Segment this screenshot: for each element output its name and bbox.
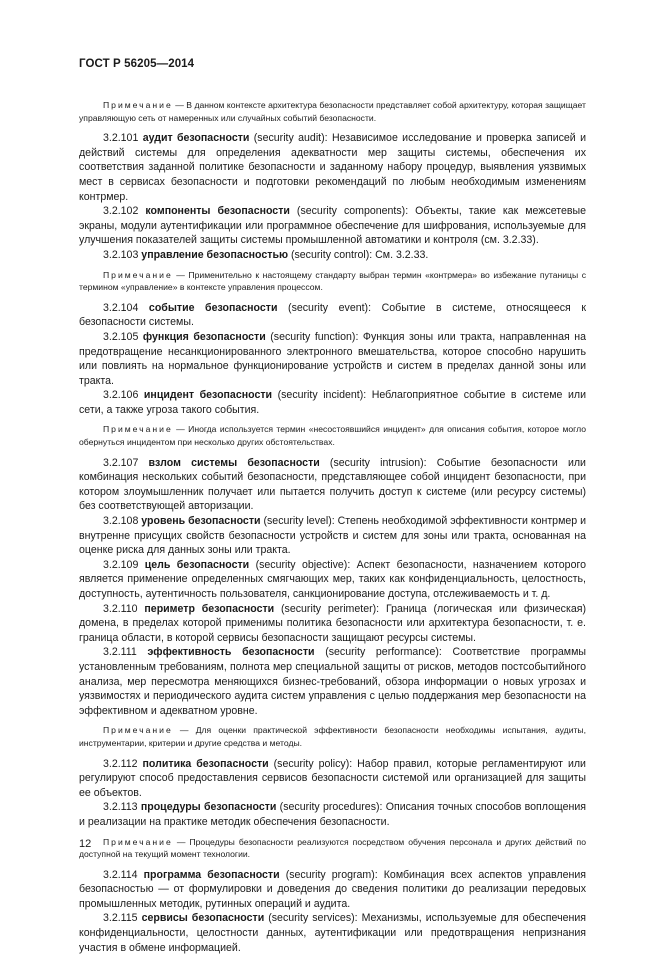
note-label: Примечание (103, 269, 173, 280)
note-text: — Процедуры безопасности реализуются посредством обучения персонала и других действий по доступной на текущий момент технологии. (79, 836, 586, 860)
definition-term: взлом системы безопасности (148, 456, 320, 469)
definition-text: (security control): См. 3.2.33. (288, 248, 429, 261)
definition-text: (security perimeter): Граница (логическая или физическая) домена, в пределах которой применимы политика безопасности или архитектура безопасности, т. е. граница области, в которой сервисы безопасности защищают ресурсы системы. (79, 602, 586, 644)
definition-term: управление безопасностью (141, 248, 289, 261)
definition-number: 3.2.108 (103, 515, 142, 528)
definition (79, 514, 586, 558)
definition (79, 602, 586, 646)
note-label: Примечание (103, 424, 173, 435)
definition-text: (security event): Событие в системе, относящееся к безопасности системы. (79, 301, 586, 329)
definition-term: периметр безопасности (144, 602, 275, 615)
definition-text: (security function): Функция зоны или тракта, направленная на предотвращение несанкционированного электронного вмешательства, которое способно нарушить или повлиять на нормальное функционирование устройств и систем в пределах данной зоны или тракта. (79, 330, 586, 387)
note-label: Примечание (103, 836, 173, 847)
definition-number: 3.2.115 (103, 912, 142, 925)
definition-text: (security incident): Неблагоприятное событие в системе или сети, а также угроза такого события. (79, 389, 586, 416)
definition-text: (security components): Объекты, такие как межсетевые экраны, модули аутентификации или программное обеспечение для шифрования, используемые для улучшения показателей защиты системы промышленной автоматики и контроля (см. 3.2.33). (79, 205, 586, 247)
definition-number: 3.2.114 (103, 868, 144, 881)
definition (79, 456, 586, 514)
note (79, 269, 586, 294)
definition-number: 3.2.110 (103, 602, 145, 615)
page-number: 12 (79, 838, 92, 850)
definition (79, 868, 586, 912)
definition (79, 757, 586, 801)
definition-number: 3.2.106 (103, 389, 144, 402)
definition-term: событие безопасности (148, 301, 278, 314)
note (79, 724, 586, 749)
definition-term: цель безопасности (144, 558, 250, 571)
definition-text: (security program): Комбинация всех аспектов управления безопасностью — от формулировки и доведения до сведения политики до реализации передовых промышленных методик, рутинных операций и аудита. (79, 868, 586, 910)
note (79, 423, 586, 448)
definition (79, 204, 586, 248)
definition (79, 645, 586, 718)
note-text: — В данном контексте архитектура безопасности представляет собой архитектуру, которая защищает управляющую сеть от намеренных или случайных событий безопасности. (79, 100, 586, 123)
definition (79, 800, 586, 829)
definition-text: (security services): Механизмы, используемые для обеспечения конфиденциальности, целостности данных, аутентификации или предотвращения непризнания участия в обмене информацией. (79, 912, 586, 954)
definition-term: функция безопасности (142, 330, 266, 343)
definition-term: эффективность безопасности (147, 646, 315, 659)
definition-text: (security policy): Набор правил, которые регламентируют или регулируют способ предоставления сервисов безопасности системой или организацией для защиты ее объектов. (79, 757, 586, 799)
note-label: Примечание (103, 100, 173, 110)
definition (79, 301, 586, 330)
definition-number: 3.2.104 (103, 301, 149, 314)
definition-number: 3.2.107 (103, 456, 149, 469)
note (79, 836, 586, 861)
definition-term: процедуры безопасности (140, 801, 277, 814)
definition-term: политика безопасности (142, 757, 269, 770)
document-body (79, 93, 586, 955)
definition (79, 558, 586, 602)
definition-text: (security objective): Аспект безопасности, назначением которого является применение определенных смягчающих мер, таких как конфиденциальность, целостность, доступность, аутентичность пользователя, санкционирование доступа, отслеживаемость и т. д. (79, 558, 586, 600)
definition (79, 248, 586, 263)
document-header: ГОСТ Р 56205—2014 (79, 58, 195, 70)
definition-text: (security performance): Соответствие программы установленным требованиям, полнота мер специальной защиты от рисков, методов постсобытийного анализа, мер пересмотра меняющихся бизнес-требований, обзора информации о новых угрозах и уязвимостях и периодического аудита систем управления с целью поддержания мер безопасности на эффективном и адекватном уровне. (79, 646, 586, 717)
definition-term: сервисы безопасности (141, 912, 265, 925)
definition (79, 330, 586, 388)
definition-term: программа безопасности (143, 868, 280, 881)
definition-text: (security intrusion): Событие безопасности или комбинация нескольких событий безопасности, представляющее собой инцидент безопасности, при котором злоумышленник получает или пытается получить доступ к системе (или ресурсу системы) без соответствующей авторизации. (79, 456, 586, 513)
definition-term: уровень безопасности (141, 515, 261, 528)
definition (79, 388, 586, 417)
definition-text: (security procedures): Описания точных способов воплощения и реализации на практике методик обеспечения безопасности. (79, 801, 586, 828)
definition-number: 3.2.109 (103, 558, 145, 571)
note-text: — Применительно к настоящему стандарту выбран термин «контрмера» во избежание путаницы с термином «управление» в контексте управления процессом. (79, 269, 586, 293)
definition-number: 3.2.101 (103, 132, 143, 145)
definition-term: аудит безопасности (142, 132, 250, 145)
definition-term: инцидент безопасности (143, 389, 273, 402)
definition (79, 131, 586, 204)
definition-number: 3.2.103 (103, 248, 142, 261)
note-text: — Для оценки практической эффективности безопасности необходимы испытания, аудиты, инструментарии, критерии и другие средства и методы. (79, 725, 586, 748)
note (79, 99, 586, 124)
definition-number: 3.2.113 (103, 801, 141, 814)
definition-text: (security audit): Независимое исследование и проверка записей и действий системы для определения адекватности мер защиты системы, обеспечения их соответствия заданной политике безопасности и заданному набору процедур, выявления уязвимых мест в сервисах безопасности и подготовки рекомендаций по любым необходимым изменениям контрмер. (79, 132, 586, 203)
definition-number: 3.2.112 (103, 757, 143, 770)
note-text: — Иногда используется термин «несостоявшийся инцидент» для описания события, которое могло обернуться инцидентом при несколько других обстоятельствах. (79, 424, 586, 448)
definition-number: 3.2.111 (103, 646, 148, 659)
definition-term: компоненты безопасности (145, 205, 290, 218)
definition (79, 911, 586, 955)
definition-number: 3.2.102 (103, 205, 146, 218)
definition-number: 3.2.105 (103, 330, 143, 343)
definition-text: (security level): Степень необходимой эффективности контрмер и внутренне присущих свойств безопасности устройств и систем для зоны или тракта, основанная на оценке риска для данных зоны или тракта. (79, 515, 586, 557)
note-label: Примечание (103, 725, 173, 736)
